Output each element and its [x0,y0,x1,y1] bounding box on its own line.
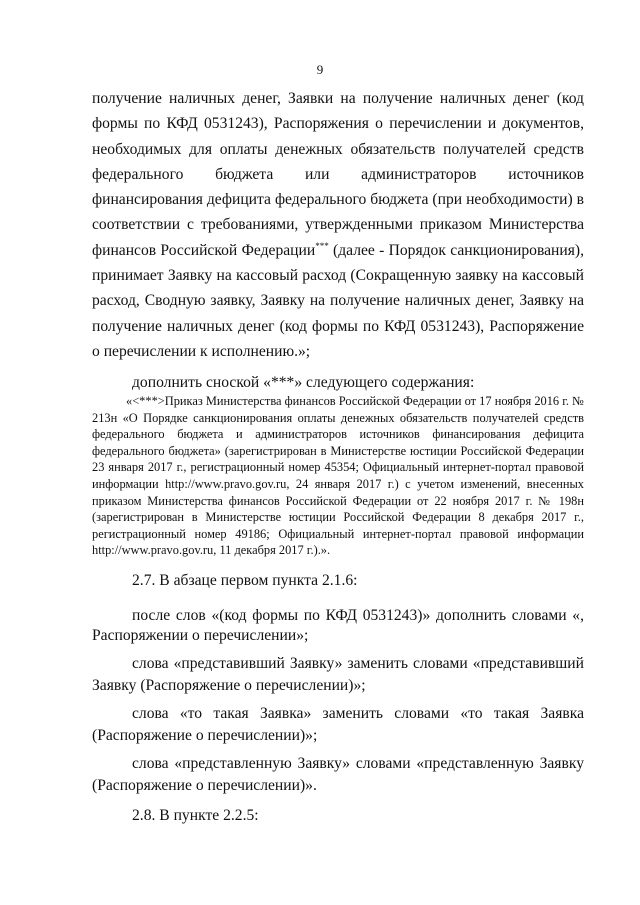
instruction-4-cont: (Распоряжение о перечислении)». [92,777,317,794]
instruction-1-continuation [92,623,584,649]
instruction-2-line: слова «представивший Заявку» заменить словами «представивший [132,655,584,672]
paragraph-1-text-after: (далее - Порядок санкционирования), принимает Заявку на кассовый расход (Сокращенную заявку на кассовый расход, Сводную заявку, Заявку на получение наличных денег, Заявку на получение наличных денег (код формы по КФД 0531243), Распоряжение о перечислении к исполнению.»; [92,241,584,360]
section-2-8-block [92,803,584,829]
instruction-2-cont: Заявку (Распоряжение о перечислении)»; [92,677,366,694]
instruction-4-continuation [92,773,584,799]
section-2-8-heading: 2.8. В пункте 2.2.5: [132,807,259,824]
instruction-1-cont: Распоряжении о перечислении»; [92,627,309,644]
page-number: 9 [316,62,324,77]
instruction-1-line: после слов «(код формы по КФД 0531243)» дополнить словами «, [132,607,584,624]
instruction-3-cont: (Распоряжение о перечислении)»; [92,727,318,744]
instruction-4-line: слова «представленную Заявку» словами «представленную Заявку [132,755,584,772]
body-paragraph [92,86,584,364]
footnote-marker: *** [315,240,329,251]
section-2-7-block [92,568,584,594]
footnote-block [92,393,584,559]
paragraph-1 [92,86,584,364]
footnote-intro: дополнить сноской «***» следующего содержания: [132,374,475,391]
section-2-7-heading: 2.7. В абзаце первом пункта 2.1.6: [132,572,358,589]
instruction-3-line: слова «то такая Заявка» заменить словами «то такая Заявка [132,705,584,722]
paragraph-1-text: получение наличных денег, Заявки на получение наличных денег (код формы по КФД 0531243), Распоряжения о перечислении и документов, необходимых для оплаты денежных обязательств получателей средств федерального бюджета или администраторов источников финансирования дефицита федерального бюджета (при необходимости) в соответствии с требованиями, утвержденными приказом Министерства финансов Российской Федерации [92,90,584,259]
footnote-text: «<***>Приказ Министерства финансов Российской Федерации от 17 ноября 2016 г. № 213н «О Порядке санкционирования оплаты денежных обязательств получателей средств федерального бюджета и администраторов источников финансирования дефицита федерального бюджета» (зарегистрирован в Министерстве юстиции Российской Федерации 23 января 2017 г., регистрационный номер 45354; Официальный интернет-портал правовой информации http://www.pravo.gov.ru, 24 января 2017 г.) с учетом изменений, внесенных приказом Министерства финансов Российской Федерации от 22 ноября 2017 г. № 198н (зарегистрирован в Министерстве юстиции Российской Федерации 8 декабря 2017 г., регистрационный номер 49186; Официальный интернет-портал правовой информации http://www.pravo.gov.ru, 11 декабря 2017 г.).». [92,394,584,558]
instruction-3-continuation [92,723,584,749]
instruction-2-continuation [92,673,584,699]
